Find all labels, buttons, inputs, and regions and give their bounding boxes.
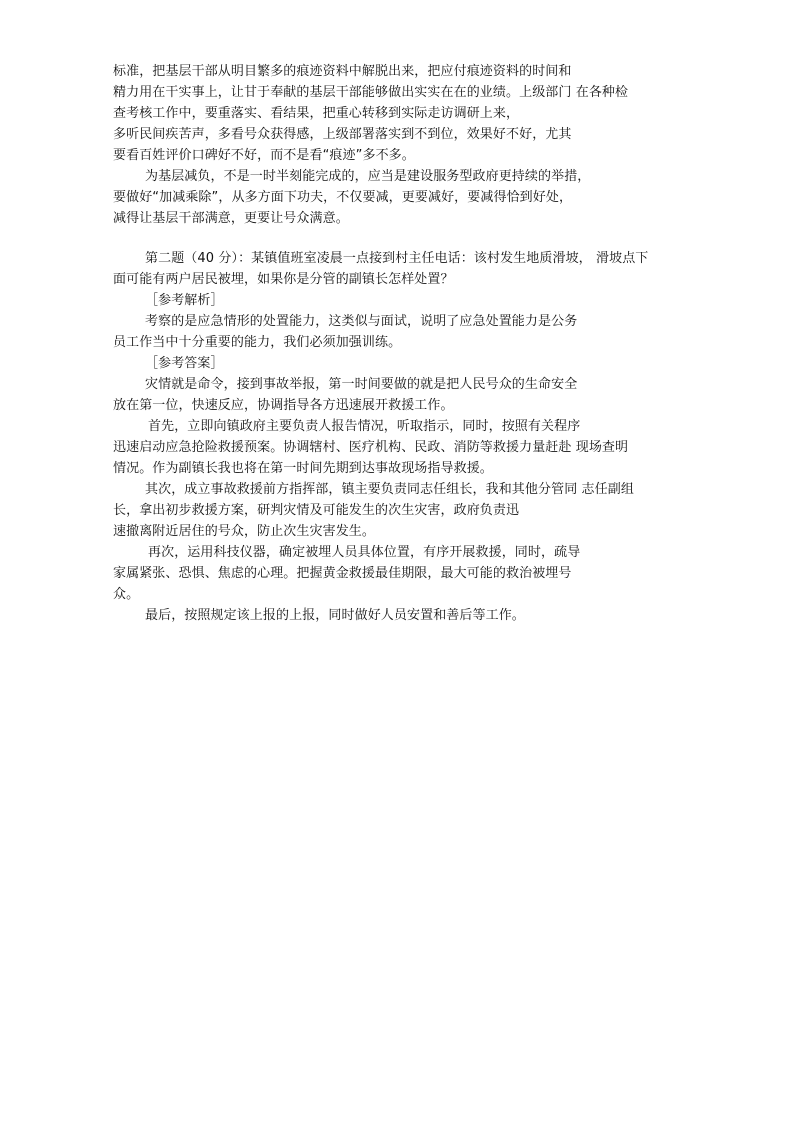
text-line: 其次，成立事故救援前方指挥部，镇主要负责同志任组长，我和其他分管同 志任副组 xyxy=(145,482,634,497)
text-line: 再次，运用科技仪器，确定被埋人员具体位置，有序开展救援，同时，疏导 xyxy=(148,545,581,560)
text-line: 减得让基层干部满意，更要让号众满意。 xyxy=(113,211,349,226)
section-heading: ［参考解析］ xyxy=(145,293,224,308)
text-line: 查考核工作中，要重落实、看结果，把重心转移到实际走访调研上来， xyxy=(113,106,520,121)
text-line: 家属紧张、恐惧、焦虑的心理。把握黄金救援最佳期限，最大可能的救治被埋号 xyxy=(113,566,572,581)
text-line: 考察的是应急情形的处置能力，这类似与面试，说明了应急处置能力是公务 xyxy=(145,314,578,329)
text-line: 最后，按照规定该上报的上报，同时做好人员安置和善后等工作。 xyxy=(145,608,525,623)
text-line: 灾情就是命令，接到事故举报，第一时间要做的就是把人民号众的生命安全 xyxy=(145,377,578,392)
text-line: 众。 xyxy=(113,587,140,602)
text-line: 精力用在干实事上，让甘于奉献的基层干部能够做出实实在在的业绩。上级部门 在各种检 xyxy=(113,85,629,100)
text-line: 要做好“加减乘除”，从多方面下功夫，不仅要减，更要减好，要减得恰到好处， xyxy=(113,190,573,205)
text-line: 首先，立即向镇政府主要负责人报告情况，听取指示，同时，按照有关程序 xyxy=(148,419,581,434)
text-line: 要看百姓评价口碑好不好，而不是看“痕迹”多不多。 xyxy=(113,148,415,163)
section-heading: ［参考答案］ xyxy=(145,356,224,371)
text-line: 长，拿出初步救援方案，研判灾情及可能发生的次生灾害，政府负责迅 xyxy=(113,503,520,518)
text-line: 迅速启动应急抢险救援预案。协调辖村、医疗机构、民政、消防等救援力量赶赴 现场查明 xyxy=(113,440,629,455)
text-line: 员工作当中十分重要的能力，我们必须加强训练。 xyxy=(113,335,402,350)
text-line: 标准，把基层干部从明目繁多的痕迹资料中解脱出来，把应付痕迹资料的时间和 xyxy=(113,64,572,79)
text-line: 为基层减负，不是一时半刻能完成的，应当是建设服务型政府更持续的举措， xyxy=(145,169,591,184)
question-title: 第二题（40 分）：某镇值班室凌晨一点接到村主任电话：该村发生地质滑坡， 滑坡点下 xyxy=(145,251,649,266)
text-line: 多听民间疾苦声，多看号众获得感，上级部署落实到不到位，效果好不好，尤其 xyxy=(113,127,572,142)
text-line: 情况。作为副镇长我也将在第一时间先期到达事故现场指导救援。 xyxy=(113,461,493,476)
text-line: 放在第一位，快速反应，协调指导各方迅速展开救援工作。 xyxy=(113,398,454,413)
text-line: 面可能有两户居民被埋，如果你是分管的副镇长怎样处置？ xyxy=(113,272,454,287)
text-line: 速撤离附近居住的号众，防止次生灾害发生。 xyxy=(113,524,376,539)
